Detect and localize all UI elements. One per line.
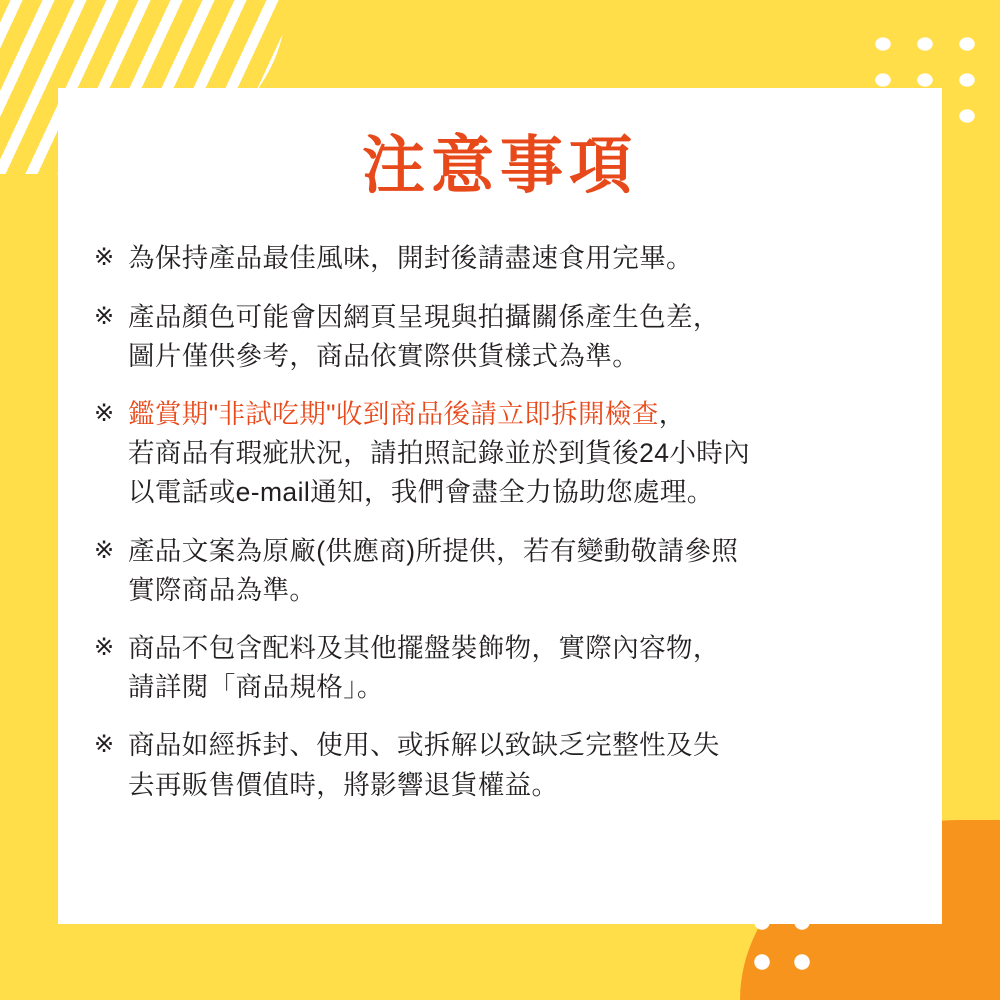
list-item <box>94 726 916 804</box>
reference-mark-icon: ※ <box>94 731 115 759</box>
list-item-line <box>128 532 916 571</box>
list-item <box>94 532 916 610</box>
list-item-text <box>128 298 916 376</box>
reference-mark-icon: ※ <box>94 244 115 272</box>
list-item-text <box>128 239 916 278</box>
list-item-line <box>128 571 916 610</box>
list-item-line <box>128 337 916 376</box>
reference-mark-icon: ※ <box>94 634 115 662</box>
highlighted-text: 立即拆開檢查 <box>497 398 659 429</box>
reference-mark-icon: ※ <box>94 399 115 427</box>
list-item-line <box>128 726 916 765</box>
list-item <box>94 629 916 707</box>
plain-text: 商品不包含配料及其他擺盤裝飾物，實際內容物， <box>128 633 720 664</box>
list-item-text <box>128 629 916 707</box>
notice-list <box>58 201 942 805</box>
list-item-line <box>128 766 916 805</box>
plain-text: 產品顏色可能會因網頁呈現與拍攝關係產生色差， <box>128 301 720 332</box>
plain-text: 產品文案為原廠(供應商)所提供，若有變動敬請參照 <box>128 535 739 566</box>
plain-text: 實際商品為準。 <box>128 574 317 605</box>
list-item <box>94 395 916 513</box>
reference-mark-icon: ※ <box>94 302 115 330</box>
notice-card <box>58 88 942 924</box>
list-item-line <box>128 629 916 668</box>
list-item <box>94 239 916 278</box>
page-title: 注意事項 <box>362 131 638 201</box>
list-item-line <box>128 298 916 337</box>
highlighted-text: 鑑賞期"非試吃期"收到商品後請 <box>128 398 498 429</box>
plain-text: 去再販售價值時，將影響退貨權益。 <box>128 769 559 800</box>
list-item-text <box>128 395 916 513</box>
plain-text: 請詳閱「商品規格」。 <box>128 672 384 703</box>
list-item-line <box>128 434 916 473</box>
reference-mark-icon: ※ <box>94 536 115 564</box>
plain-text: 若商品有瑕疵狀況，請拍照記錄並於到貨後24小時內 <box>128 438 751 469</box>
plain-text: 為保持產品最佳風味，開封後請盡速食用完畢。 <box>128 243 693 274</box>
list-item-line <box>128 668 916 707</box>
list-item-text <box>128 532 916 610</box>
list-item-line <box>128 473 916 512</box>
list-item <box>94 298 916 376</box>
plain-text: ， <box>658 398 686 429</box>
plain-text: 圖片僅供參考，商品依實際供貨樣式為準。 <box>128 340 640 371</box>
list-item-text <box>128 726 916 804</box>
list-item-line <box>128 395 916 434</box>
plain-text: 以電話或e-mail通知，我們會盡全力協助您處理。 <box>128 477 714 508</box>
plain-text: 商品如經拆封、使用、或拆解以致缺乏完整性及失 <box>128 730 720 761</box>
list-item-line <box>128 239 916 278</box>
